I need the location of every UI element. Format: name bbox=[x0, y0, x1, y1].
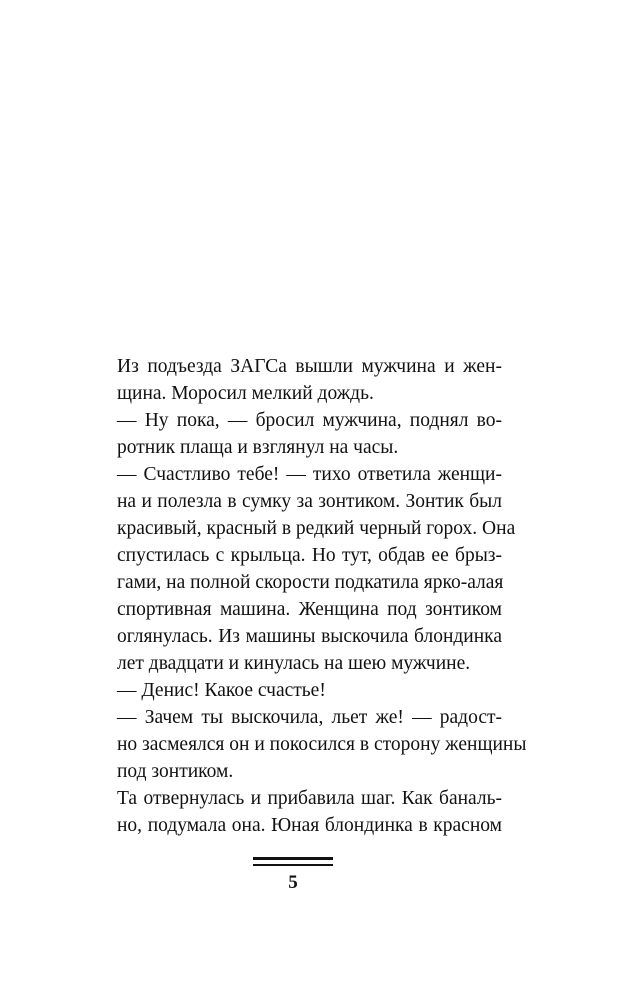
text-line: Из подъезда ЗАГСа вышли мужчина и жен- bbox=[117, 356, 502, 377]
text-line: — Ну пока, — бросил мужчина, поднял во- bbox=[117, 410, 502, 431]
text-line: — Зачем ты выскочила, льет же! — радост- bbox=[117, 707, 502, 728]
text-line: — Счастливо тебе! — тихо ответила женщи- bbox=[117, 464, 502, 485]
text-line: гами, на полной скорости подкатила ярко-алая bbox=[117, 572, 504, 593]
text-line: Та отвернулась и прибавила шаг. Как баналь- bbox=[117, 788, 502, 809]
text-line: но, подумала она. Юная блондинка в красном bbox=[117, 815, 502, 836]
body-text bbox=[117, 353, 527, 839]
text-line: щина. Моросил мелкий дождь. bbox=[117, 383, 374, 404]
text-line: спустилась с крыльца. Но тут, обдав ее брыз- bbox=[117, 545, 502, 566]
page-number: 5 bbox=[288, 872, 298, 893]
text-line: ротник плаща и взглянул на часы. bbox=[117, 437, 399, 458]
text-line: лет двадцати и кинулась на шею мужчине. bbox=[117, 653, 471, 674]
footer-rule-thin bbox=[253, 864, 333, 866]
text-line: но засмеялся он и покосился в сторону женщины bbox=[117, 734, 527, 755]
text-line: красивый, красный в редкий черный горох. Она bbox=[117, 518, 516, 539]
text-line: под зонтиком. bbox=[117, 761, 234, 782]
footer-rule-thick bbox=[253, 857, 333, 860]
text-line: на и полезла в сумку за зонтиком. Зонтик был bbox=[117, 491, 502, 512]
text-line: — Денис! Какое счастье! bbox=[117, 680, 326, 701]
text-line: спортивная машина. Женщина под зонтиком bbox=[117, 599, 502, 620]
text-line: оглянулась. Из машины выскочила блондинка bbox=[117, 626, 502, 647]
